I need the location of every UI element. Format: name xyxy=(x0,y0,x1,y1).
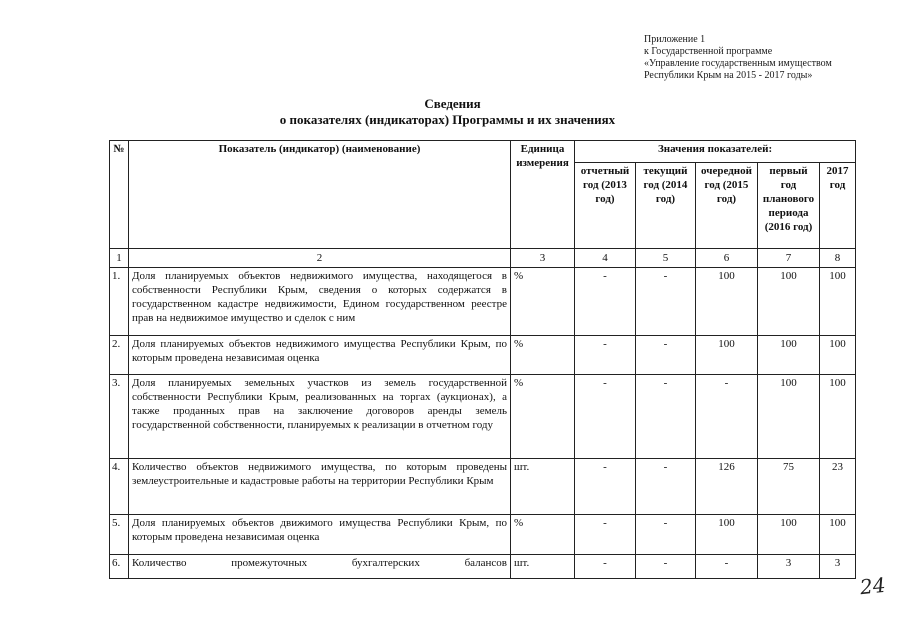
row-value-2015: 100 xyxy=(696,336,758,375)
row-value-2014: - xyxy=(636,555,696,579)
col-number: 6 xyxy=(696,249,758,268)
row-num: 2. xyxy=(110,336,129,375)
row-name: Доля планируемых объектов движимого имущества Республики Крым, по которым проведена независимая оценка xyxy=(129,515,511,555)
row-name: Доля планируемых объектов недвижимого имущества Республики Крым, по которым проведена независимая оценка xyxy=(129,336,511,375)
row-unit: % xyxy=(511,268,575,336)
table-row xyxy=(110,459,856,515)
table-row xyxy=(110,336,856,375)
row-value-2016: 100 xyxy=(758,515,820,555)
row-num: 3. xyxy=(110,375,129,459)
row-unit: шт. xyxy=(511,555,575,579)
header-2013: отчетный год (2013 год) xyxy=(575,163,636,249)
row-num: 5. xyxy=(110,515,129,555)
appendix-note xyxy=(644,34,832,82)
row-value-2014: - xyxy=(636,268,696,336)
row-value-2016: 75 xyxy=(758,459,820,515)
row-value-2014: - xyxy=(636,375,696,459)
header-2015: очередной год (2015 год) xyxy=(696,163,758,249)
title-line-1: Сведения xyxy=(424,96,481,111)
table-row xyxy=(110,375,856,459)
row-name: Количество промежуточных бухгалтерских балансов xyxy=(129,555,511,579)
header-2016: первый год планового периода (2016 год) xyxy=(758,163,820,249)
row-value-2017: 100 xyxy=(820,375,856,459)
row-value-2013: - xyxy=(575,336,636,375)
col-number: 2 xyxy=(129,249,511,268)
col-number: 7 xyxy=(758,249,820,268)
row-value-2015: 100 xyxy=(696,515,758,555)
row-value-2015: 100 xyxy=(696,268,758,336)
appendix-line: Республики Крым на 2015 - 2017 годы» xyxy=(644,70,813,81)
row-value-2017: 23 xyxy=(820,459,856,515)
row-value-2015: - xyxy=(696,375,758,459)
row-value-2016: 3 xyxy=(758,555,820,579)
header-name: Показатель (индикатор) (наименование) xyxy=(129,141,511,249)
row-value-2013: - xyxy=(575,375,636,459)
row-value-2013: - xyxy=(575,555,636,579)
title-line-2: о показателях (индикаторах) Программы и их значениях xyxy=(279,112,616,127)
row-value-2016: 100 xyxy=(758,336,820,375)
row-value-2014: - xyxy=(636,336,696,375)
appendix-line: к Государственной программе xyxy=(644,46,773,57)
row-value-2017: 100 xyxy=(820,515,856,555)
header-num: № xyxy=(110,141,129,249)
row-value-2015: - xyxy=(696,555,758,579)
row-value-2015: 126 xyxy=(696,459,758,515)
row-value-2014: - xyxy=(636,459,696,515)
document-title xyxy=(0,96,905,128)
row-name: Доля планируемых объектов недвижимого имущества, находящегося в собственности Республики Крым, сведения о которых содержатся в государственном кадастре недвижимости, Едином государственном реестре прав на недвижимое имущество и сделок с ним xyxy=(129,268,511,336)
handwritten-page-number: 24 xyxy=(858,572,887,600)
col-number: 4 xyxy=(575,249,636,268)
appendix-line: «Управление государственным имуществом xyxy=(644,58,832,69)
row-num: 6. xyxy=(110,555,129,579)
col-number: 5 xyxy=(636,249,696,268)
row-value-2013: - xyxy=(575,268,636,336)
row-name: Доля планируемых земельных участков из земель государственной собственности Республики Крым, реализованных на торгах (аукционах), а также проданных прав на заключение договоров аренды земель государственной собственности, планируемых к реализации в отчетном году xyxy=(129,375,511,459)
col-number: 1 xyxy=(110,249,129,268)
indicators-table xyxy=(109,140,856,579)
table-row xyxy=(110,515,856,555)
header-unit: Единица измерения xyxy=(511,141,575,249)
col-number: 3 xyxy=(511,249,575,268)
row-value-2013: - xyxy=(575,459,636,515)
row-num: 4. xyxy=(110,459,129,515)
row-value-2017: 100 xyxy=(820,336,856,375)
row-value-2016: 100 xyxy=(758,268,820,336)
row-unit: % xyxy=(511,515,575,555)
header-2014: текущий год (2014 год) xyxy=(636,163,696,249)
row-value-2017: 3 xyxy=(820,555,856,579)
row-unit: % xyxy=(511,336,575,375)
row-name: Количество объектов недвижимого имущества, по которым проведены землеустроительные и кадастровые работы на территории Республики Крым xyxy=(129,459,511,515)
row-unit: % xyxy=(511,375,575,459)
appendix-line: Приложение 1 xyxy=(644,34,706,45)
row-value-2013: - xyxy=(575,515,636,555)
row-unit: шт. xyxy=(511,459,575,515)
header-values-group: Значения показателей: xyxy=(575,141,856,163)
table-row xyxy=(110,555,856,579)
header-2017: 2017 год xyxy=(820,163,856,249)
row-num: 1. xyxy=(110,268,129,336)
col-number: 8 xyxy=(820,249,856,268)
row-value-2017: 100 xyxy=(820,268,856,336)
row-value-2016: 100 xyxy=(758,375,820,459)
table-row xyxy=(110,268,856,336)
row-value-2014: - xyxy=(636,515,696,555)
